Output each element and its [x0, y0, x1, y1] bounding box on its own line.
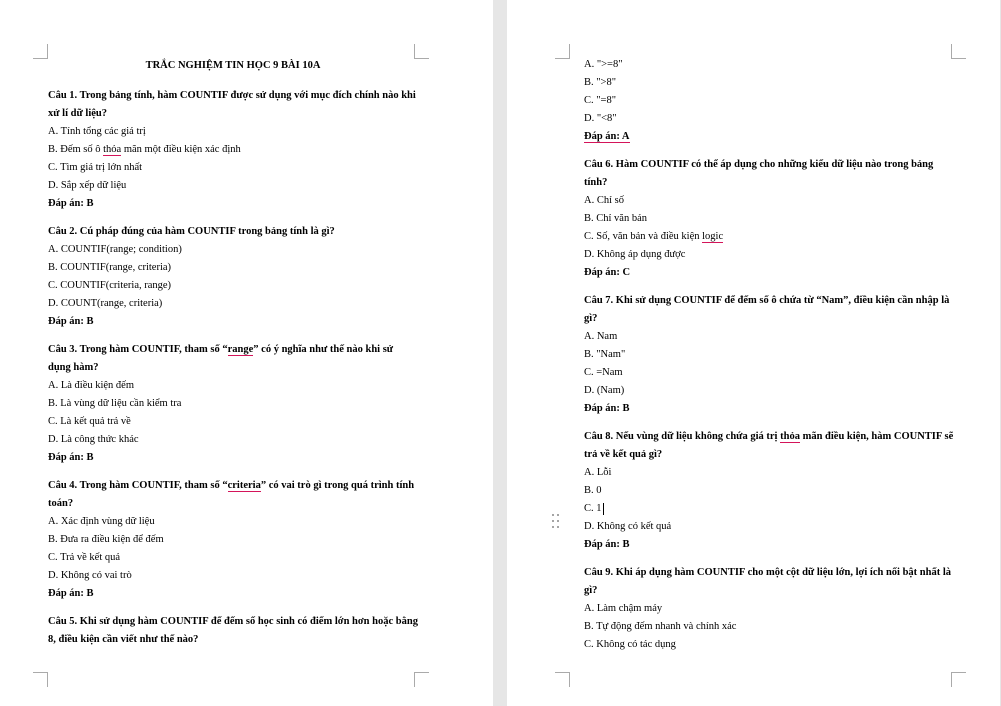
question-6 — [584, 156, 954, 282]
document-page-1[interactable] — [0, 0, 493, 706]
drag-handle-icon[interactable] — [552, 514, 560, 530]
option-text: C. 1 — [584, 503, 602, 514]
option: B. ">8" — [584, 77, 616, 88]
answer: Đáp án: B — [48, 198, 94, 209]
question-2 — [48, 223, 418, 331]
option: A. Là điều kiện đếm — [48, 380, 135, 391]
margin-mark — [414, 44, 429, 59]
text-cursor — [603, 503, 604, 515]
option: B. Chỉ văn bản — [584, 213, 647, 224]
option: A. ">=8" — [584, 59, 623, 70]
option: B. Tự động đếm nhanh và chính xác — [584, 621, 737, 632]
question-text: Câu 7. Khi sử dụng COUNTIF để đếm số ô chứa từ “Nam”, điều kiện cần nhập là gì? — [584, 295, 950, 324]
option: C. Không có tác dụng — [584, 639, 676, 650]
spellcheck-mark: thỏa — [780, 431, 800, 442]
question-text: Câu 4. Trong hàm COUNTIF, tham số “criteria” có vai trò gì trong quá trình tính toán? — [48, 480, 415, 509]
answer: Đáp án: B — [48, 588, 94, 599]
margin-mark — [951, 672, 966, 687]
question-4 — [48, 477, 418, 603]
question-text: Câu 1. Trong bảng tính, hàm COUNTIF được sử dụng với mục đích chính nào khi xử lí dữ liệu? — [48, 90, 416, 119]
option: A. Nam — [584, 331, 618, 342]
question-text: Câu 6. Hàm COUNTIF có thể áp dụng cho những kiểu dữ liệu nào trong bảng tính? — [584, 159, 934, 188]
spellcheck-mark: thỏa — [103, 144, 122, 155]
question-text: Câu 3. Trong hàm COUNTIF, tham số “range” có ý nghĩa như thế nào khi sử dụng hàm? — [48, 344, 394, 373]
option: C. Tìm giá trị lớn nhất — [48, 162, 143, 173]
question-7 — [584, 292, 954, 418]
answer-label: Đáp án: A — [584, 131, 630, 142]
option: C. Số, văn bản và điều kiện logic — [584, 231, 724, 242]
option: A. Lỗi — [584, 467, 612, 478]
answer: Đáp án: B — [48, 452, 94, 463]
question-text: Câu 9. Khi áp dụng hàm COUNTIF cho một cột dữ liệu lớn, lợi ích nổi bật nhất là gì? — [584, 567, 952, 596]
margin-mark — [414, 672, 429, 687]
answer: Đáp án: B — [584, 403, 630, 414]
page-1-content[interactable] — [48, 58, 418, 649]
option: C. Là kết quả trả về — [48, 416, 131, 427]
option: A. Xác định vùng dữ liệu — [48, 516, 155, 527]
margin-mark — [33, 672, 48, 687]
option: A. COUNTIF(range; condition) — [48, 244, 182, 255]
option: B. COUNTIF(range, criteria) — [48, 262, 172, 273]
answer: Đáp án: C — [584, 267, 631, 278]
option — [584, 500, 954, 518]
option: A. Tính tổng các giá trị — [48, 126, 146, 137]
question-5 — [48, 613, 418, 649]
option: C. "=8" — [584, 95, 616, 106]
question-text: Câu 8. Nếu vùng dữ liệu không chứa giá trị thỏa mãn điều kiện, hàm COUNTIF sẽ trả về kết quả gì? — [584, 431, 954, 460]
option: D. Không áp dụng được — [584, 249, 686, 260]
document-title: TRẮC NGHIỆM TIN HỌC 9 BÀI 10A — [145, 60, 321, 71]
option: B. Là vùng dữ liệu cần kiểm tra — [48, 398, 182, 409]
question-8 — [584, 428, 954, 554]
option: A. Chỉ số — [584, 195, 624, 206]
option: B. Đưa ra điều kiện để đếm — [48, 534, 164, 545]
answer: Đáp án: B — [584, 539, 630, 550]
question-1 — [48, 87, 418, 213]
option: B. Đếm số ô thỏa mãn một điều kiện xác định — [48, 144, 241, 155]
page-2-content[interactable] — [584, 56, 954, 654]
question-9 — [584, 564, 954, 654]
option: B. "Nam" — [584, 349, 626, 360]
option: C. Trả về kết quả — [48, 552, 121, 563]
question-text: Câu 2. Cú pháp đúng của hàm COUNTIF trong bảng tính là gì? — [48, 226, 335, 237]
option: D. Không có vai trò — [48, 570, 132, 581]
option: D. Sắp xếp dữ liệu — [48, 180, 127, 191]
option: C. =Nam — [584, 367, 623, 378]
option: B. 0 — [584, 485, 602, 496]
margin-mark — [555, 44, 570, 59]
option: D. Không có kết quả — [584, 521, 672, 532]
option: D. (Nam) — [584, 385, 625, 396]
question-3 — [48, 341, 418, 467]
answer: Đáp án: B — [48, 316, 94, 327]
spellcheck-mark: criteria — [227, 480, 261, 491]
option: D. Là công thức khác — [48, 434, 139, 445]
option: D. "<8" — [584, 113, 617, 124]
margin-mark — [33, 44, 48, 59]
spellcheck-mark: logic — [702, 231, 724, 242]
margin-mark — [555, 672, 570, 687]
answer — [584, 128, 954, 146]
spellcheck-mark: range — [227, 344, 254, 355]
document-page-2[interactable] — [507, 0, 1000, 706]
option: A. Làm chậm máy — [584, 603, 663, 614]
option: D. COUNT(range, criteria) — [48, 298, 163, 309]
option: C. COUNTIF(criteria, range) — [48, 280, 172, 291]
question-text: Câu 5. Khi sử dụng hàm COUNTIF để đếm số học sinh có điểm lớn hơn hoặc bằng 8, điều kiện cần viết như thế nào? — [48, 616, 418, 645]
